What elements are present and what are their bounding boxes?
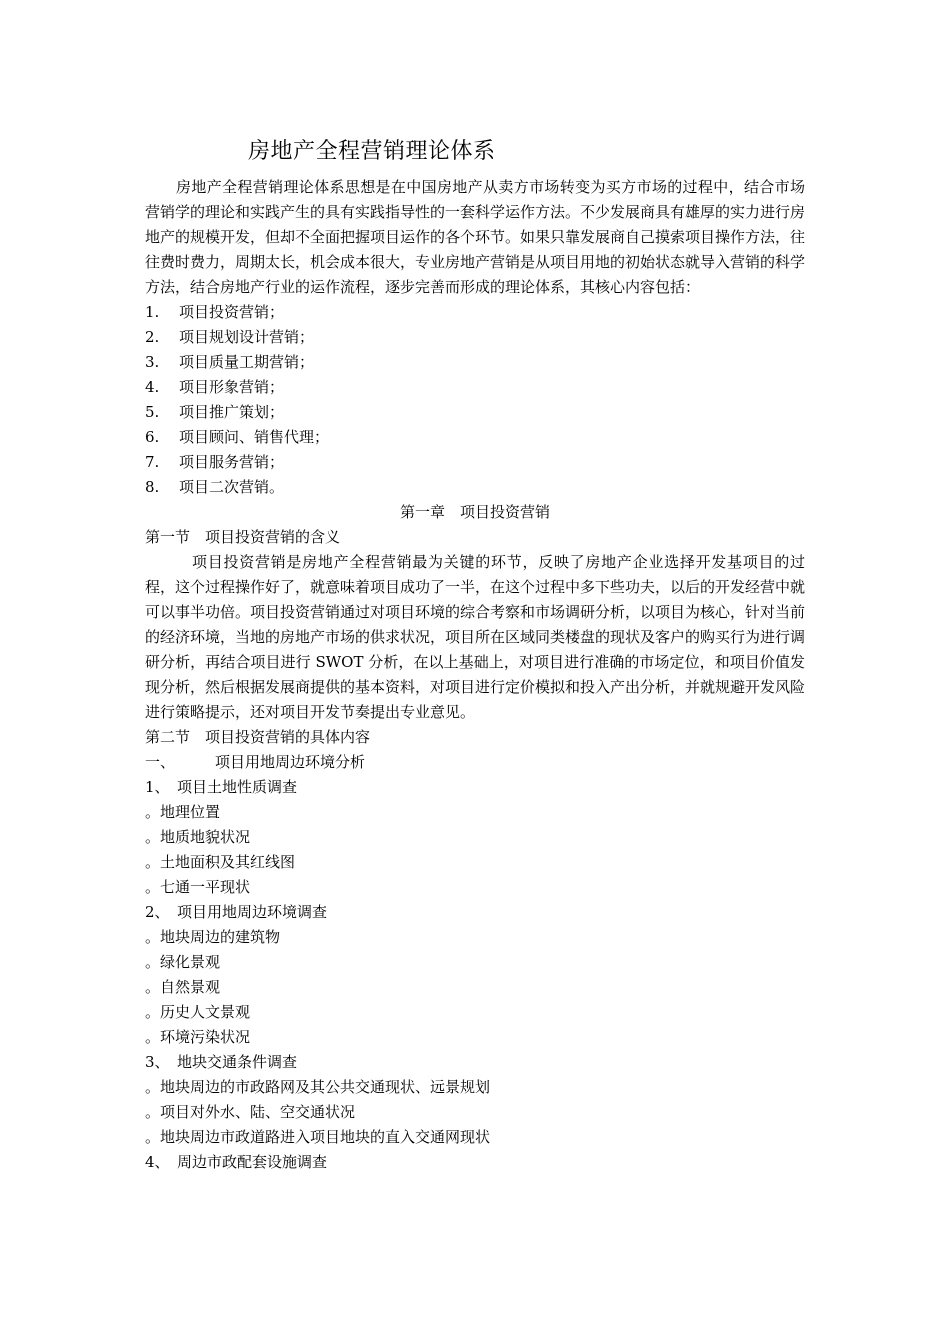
- list-number: 4.: [145, 378, 160, 396]
- list-number: 1.: [145, 303, 160, 321]
- list-item: [145, 475, 805, 500]
- core-list: [145, 300, 805, 500]
- intro-paragraph: 房地产全程营销理论体系思想是在中国房地产从卖方市场转变为买方市场的过程中，结合市场营销学的理论和实践产生的具有实践指导性的一套科学运作方法。不少发展商具有雄厚的实力进行房地产的规模开发，但却不全面把握项目运作的各个环节。如果只靠发展商自己摸索项目操作方法，往往费时费力，周期太长，机会成本很大，专业房地产营销是从项目用地的初始状态就导入营销的科学方法，结合房地产行业的运作流程，逐步完善而形成的理论体系，其核心内容包括：: [145, 178, 806, 296]
- list-item: [145, 400, 805, 425]
- list-item: [145, 300, 805, 325]
- chapter-heading: 第一章 项目投资营销: [399, 503, 550, 521]
- section-heading: 第二节 项目投资营销的具体内容: [145, 728, 371, 746]
- list-number: 5.: [145, 403, 160, 421]
- bullet-item: 。地块周边的市政路网及其公共交通现状、远景规划: [145, 1078, 491, 1096]
- document-body: [145, 175, 805, 1175]
- bullet-item: 。地理位置: [145, 803, 221, 821]
- part-heading: [145, 750, 805, 775]
- list-text: 项目二次营销。: [179, 478, 285, 496]
- list-text: 项目质量工期营销；: [179, 353, 315, 371]
- subsection-number: 2、: [145, 903, 170, 921]
- list-number: 2.: [145, 328, 160, 346]
- section-heading: 第一节 项目投资营销的含义: [145, 528, 341, 546]
- subsection-heading: [145, 1050, 805, 1075]
- subsection-text: 项目土地性质调查: [177, 778, 298, 796]
- list-item: [145, 325, 805, 350]
- list-text: 项目规划设计营销；: [179, 328, 315, 346]
- list-number: 6.: [145, 428, 160, 446]
- bullet-item: 。地块周边市政道路进入项目地块的直入交通网现状: [145, 1128, 491, 1146]
- list-item: [145, 425, 805, 450]
- subsection-heading: [145, 900, 805, 925]
- subsection-text: 项目用地周边环境调查: [177, 903, 328, 921]
- list-item: [145, 450, 805, 475]
- bullet-item: 。自然景观: [145, 978, 221, 996]
- subsection-heading: [145, 1150, 805, 1175]
- subsection-text: 地块交通条件调查: [177, 1053, 298, 1071]
- bullet-item: 。地块周边的建筑物: [145, 928, 281, 946]
- list-number: 3.: [145, 353, 160, 371]
- subsection-heading: [145, 775, 805, 800]
- list-text: 项目服务营销；: [179, 453, 285, 471]
- bullet-item: 。七通一平现状: [145, 878, 251, 896]
- list-number: 7.: [145, 453, 160, 471]
- list-text: 项目推广策划；: [179, 403, 285, 421]
- subsection-number: 3、: [145, 1053, 170, 1071]
- list-text: 项目投资营销；: [179, 303, 285, 321]
- bullet-item: 。绿化景观: [145, 953, 221, 971]
- bullet-item: 。项目对外水、陆、空交通状况: [145, 1103, 356, 1121]
- bullet-item: 。土地面积及其红线图: [145, 853, 296, 871]
- bullet-item: 。历史人文景观: [145, 1003, 251, 1021]
- section-paragraph: 项目投资营销是房地产全程营销最为关键的环节，反映了房地产企业选择开发基项目的过程，这个过程操作好了，就意味着项目成功了一半，在这个过程中多下些功夫，以后的开发经营中就可以事半功倍。项目投资营销通过对项目环境的综合考察和市场调研分析，以项目为核心，针对当前的经济环境，当地的房地产市场的供求状况，项目所在区域同类楼盘的现状及客户的购买行为进行调研分析，再结合项目进行 SWOT 分析，在以上基础上，对项目进行准确的市场定位，和项目价值发现分析，然后根据发展商提供的基本资料，对项目进行定价模拟和投入产出分析，并就规避开发风险进行策略提示，还对项目开发节奏提出专业意见。: [145, 553, 806, 721]
- list-item: [145, 375, 805, 400]
- list-item: [145, 350, 805, 375]
- list-text: 项目顾问、销售代理；: [179, 428, 330, 446]
- bullet-item: 。地质地貌状况: [145, 828, 251, 846]
- subsection-number: 1、: [145, 778, 170, 796]
- list-text: 项目形象营销；: [179, 378, 285, 396]
- part-text: 项目用地周边环境分析: [215, 753, 366, 771]
- document-title: 房地产全程营销理论体系: [248, 139, 496, 164]
- bullet-item: 。环境污染状况: [145, 1028, 251, 1046]
- subsection-number: 4、: [145, 1153, 170, 1171]
- part-number: 一、: [145, 753, 176, 771]
- list-number: 8.: [145, 478, 160, 496]
- subsection-text: 周边市政配套设施调查: [177, 1153, 328, 1171]
